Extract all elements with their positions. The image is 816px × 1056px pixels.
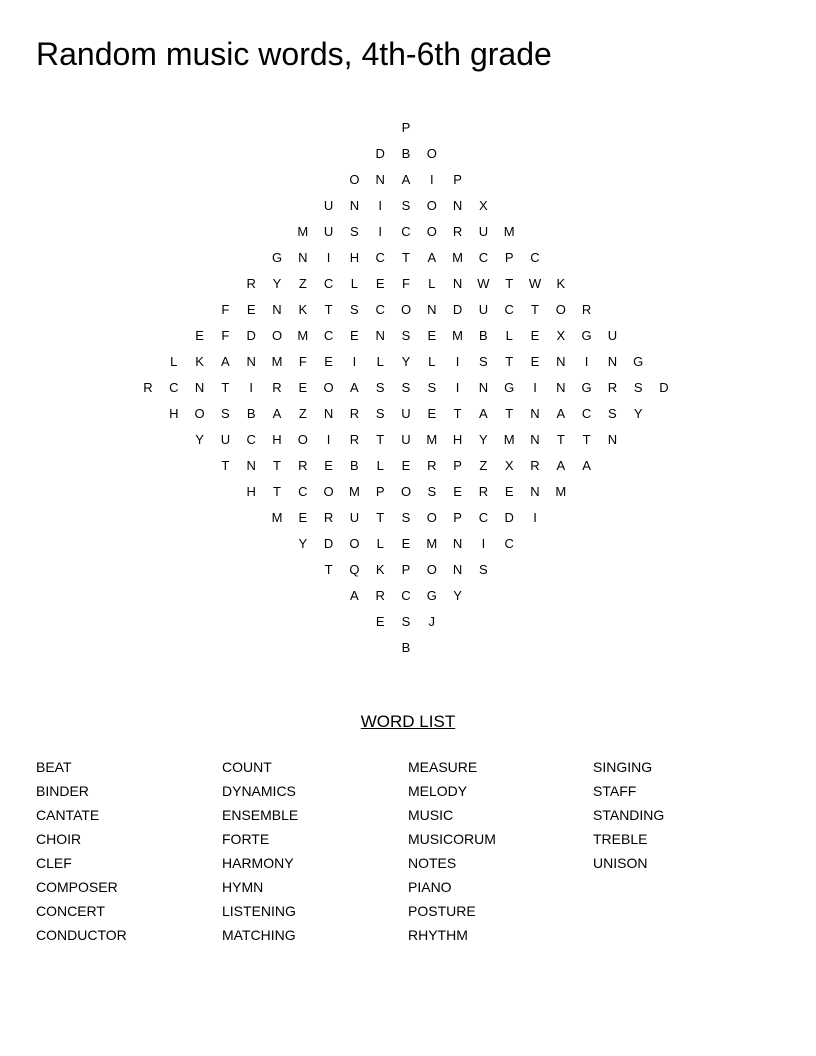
word-list-column xyxy=(222,758,298,950)
grid-letter: E xyxy=(427,328,437,343)
grid-letter: A xyxy=(556,458,566,473)
grid-letter: M xyxy=(426,432,438,447)
grid-letter: T xyxy=(582,432,591,447)
grid-letter: O xyxy=(426,510,437,525)
grid-letter: Y xyxy=(298,536,308,551)
grid-letter: C xyxy=(246,432,256,447)
grid-letter: O xyxy=(271,328,283,343)
grid-letter: N xyxy=(452,562,463,577)
grid-letter: I xyxy=(378,224,382,239)
grid-letter: S xyxy=(401,380,411,395)
word-list-item: TREBLE xyxy=(593,831,648,847)
grid-letter: C xyxy=(478,510,489,525)
grid-letter: G xyxy=(581,380,592,395)
grid-letter: Y xyxy=(401,354,411,369)
grid-letter: T xyxy=(376,432,385,447)
grid-letter: E xyxy=(324,354,333,369)
grid-letter: L xyxy=(170,354,178,369)
grid-letter: O xyxy=(323,484,334,499)
grid-letter: S xyxy=(633,380,643,395)
grid-letter: N xyxy=(427,302,437,317)
word-list-item: CLEF xyxy=(36,855,72,871)
grid-letter: L xyxy=(350,276,358,291)
grid-letter: N xyxy=(298,250,308,265)
grid-letter: E xyxy=(246,302,256,317)
grid-letter: I xyxy=(533,510,537,525)
grid-letter: M xyxy=(297,328,309,343)
grid-letter: S xyxy=(221,406,230,421)
grid-letter: E xyxy=(453,484,462,499)
grid-letter: F xyxy=(221,328,230,343)
grid-letter: T xyxy=(221,380,230,395)
grid-letter: O xyxy=(297,432,308,447)
grid-letter: N xyxy=(194,380,205,395)
grid-letter: M xyxy=(452,250,464,265)
grid-letter: E xyxy=(350,328,359,343)
grid-letter: U xyxy=(323,198,334,213)
grid-letter: S xyxy=(401,510,411,525)
grid-letter: Y xyxy=(195,432,204,447)
grid-letter: I xyxy=(352,354,357,369)
grid-letter: L xyxy=(376,536,384,551)
grid-letter: S xyxy=(401,614,411,629)
grid-letter: N xyxy=(452,276,463,291)
grid-letter: S xyxy=(350,224,359,239)
grid-letter: K xyxy=(195,354,204,369)
grid-letter: X xyxy=(556,328,566,343)
grid-letter: U xyxy=(401,432,411,447)
grid-letter: L xyxy=(428,354,436,369)
grid-letter: T xyxy=(505,354,514,369)
grid-letter: L xyxy=(376,458,384,473)
grid-letter: T xyxy=(556,432,565,447)
grid-letter: E xyxy=(298,380,308,395)
grid-letter: E xyxy=(530,354,540,369)
grid-letter: W xyxy=(528,276,542,291)
grid-letter: A xyxy=(221,354,230,369)
grid-letter: N xyxy=(246,458,256,473)
grid-letter: N xyxy=(530,432,540,447)
grid-letter: I xyxy=(249,380,253,395)
grid-letter: P xyxy=(453,458,462,473)
grid-letter: P xyxy=(453,172,462,187)
page-title: Random music words, 4th-6th grade xyxy=(36,36,552,72)
word-list-item: ENSEMBLE xyxy=(222,807,299,823)
grid-letter: I xyxy=(533,380,537,395)
word-list-item: CANTATE xyxy=(36,807,100,823)
grid-letter: B xyxy=(479,328,488,343)
grid-letter: C xyxy=(298,484,308,499)
grid-letter: H xyxy=(272,432,282,447)
grid-letter: O xyxy=(323,380,334,395)
grid-letter: O xyxy=(400,484,412,499)
word-list-item: STANDING xyxy=(593,807,665,823)
grid-letter: C xyxy=(401,588,411,603)
grid-letter: R xyxy=(427,458,437,473)
word-list-item: LISTENING xyxy=(222,903,296,919)
word-list-item: RHYTHM xyxy=(408,927,468,943)
grid-letter: Y xyxy=(453,588,462,603)
grid-letter: T xyxy=(273,458,281,473)
grid-letter: O xyxy=(194,406,205,421)
grid-letter: N xyxy=(375,172,385,187)
grid-letter: E xyxy=(298,510,308,525)
grid-letter: R xyxy=(375,588,385,603)
grid-letter: T xyxy=(376,510,385,525)
grid-letter: C xyxy=(504,536,514,551)
grid-letter: L xyxy=(376,354,384,369)
grid-letter: C xyxy=(323,328,334,343)
grid-letter: R xyxy=(272,380,282,395)
grid-letter: D xyxy=(246,328,256,343)
grid-letter: S xyxy=(375,380,385,395)
grid-letter: C xyxy=(504,302,514,317)
grid-letter: I xyxy=(429,172,434,187)
grid-letter: J xyxy=(428,614,436,629)
grid-letter: U xyxy=(478,224,489,239)
word-list-item: BINDER xyxy=(36,783,89,799)
grid-letter: N xyxy=(323,406,334,421)
word-list-item: CONDUCTOR xyxy=(36,927,127,943)
grid-letter: E xyxy=(195,328,204,343)
word-list-item: STAFF xyxy=(593,783,637,799)
grid-letter: I xyxy=(455,380,460,395)
grid-letter: F xyxy=(298,354,307,369)
word-list-item: COMPOSER xyxy=(36,879,118,895)
grid-letter: Z xyxy=(298,406,307,421)
grid-letter: G xyxy=(271,250,283,265)
grid-letter: M xyxy=(555,484,567,499)
word-list-item: MUSICORUM xyxy=(408,831,496,847)
word-list-item: BEAT xyxy=(36,759,72,775)
grid-letter: G xyxy=(581,328,592,343)
grid-letter: U xyxy=(323,224,334,239)
grid-letter: E xyxy=(324,458,333,473)
grid-letter: R xyxy=(530,458,540,473)
grid-letter: Z xyxy=(298,276,307,291)
grid-letter: I xyxy=(378,198,382,213)
word-list-item: CONCERT xyxy=(36,903,105,919)
grid-letter: U xyxy=(478,302,489,317)
word-list-item: MUSIC xyxy=(408,807,454,823)
grid-letter: H xyxy=(169,406,179,421)
word-list-item: HARMONY xyxy=(222,855,294,871)
grid-letter: Q xyxy=(349,562,360,577)
word-list-item: COUNT xyxy=(222,759,272,775)
grid-letter: M xyxy=(271,354,283,369)
grid-letter: E xyxy=(375,276,385,291)
grid-letter: S xyxy=(608,406,617,421)
grid-letter: M xyxy=(426,536,438,551)
grid-letter: N xyxy=(607,354,618,369)
grid-letter: D xyxy=(375,146,385,161)
grid-letter: N xyxy=(530,406,540,421)
grid-letter: A xyxy=(401,172,411,187)
grid-letter: I xyxy=(455,354,460,369)
grid-letter: U xyxy=(349,510,360,525)
grid-letter: B xyxy=(401,640,411,655)
grid-letter: L xyxy=(428,276,436,291)
grid-letter: I xyxy=(481,536,486,551)
grid-letter: M xyxy=(503,224,515,239)
grid-letter: R xyxy=(349,432,360,447)
word-list-item: CHOIR xyxy=(36,831,82,847)
grid-letter: G xyxy=(504,380,515,395)
grid-letter: H xyxy=(452,432,463,447)
grid-letter: P xyxy=(504,250,514,265)
grid-letter: H xyxy=(349,250,360,265)
grid-letter: R xyxy=(478,484,489,499)
grid-letter: D xyxy=(659,380,669,395)
grid-letter: E xyxy=(427,406,437,421)
grid-letter: E xyxy=(504,484,514,499)
grid-letter: I xyxy=(584,354,589,369)
grid-letter: M xyxy=(348,484,360,499)
grid-letter: C xyxy=(530,250,540,265)
grid-letter: T xyxy=(531,302,539,317)
grid-letter: H xyxy=(246,484,256,499)
grid-letter: K xyxy=(298,302,308,317)
grid-letter: N xyxy=(452,198,463,213)
word-list-item: SINGING xyxy=(593,759,653,775)
grid-letter: B xyxy=(350,458,359,473)
grid-letter: N xyxy=(478,380,489,395)
grid-letter: O xyxy=(426,562,437,577)
grid-letter: R xyxy=(143,380,153,395)
grid-letter: A xyxy=(350,588,359,603)
grid-letter: S xyxy=(375,406,385,421)
grid-letter: D xyxy=(504,510,514,525)
grid-letter: S xyxy=(479,354,488,369)
grid-letter: R xyxy=(323,510,334,525)
grid-letter: I xyxy=(326,432,331,447)
word-list-item: UNISON xyxy=(593,855,648,871)
grid-letter: T xyxy=(402,250,410,265)
grid-letter: X xyxy=(504,458,514,473)
grid-letter: E xyxy=(401,458,411,473)
grid-letter: A xyxy=(350,380,359,395)
grid-letter: I xyxy=(326,250,331,265)
grid-letter: C xyxy=(169,380,179,395)
grid-letter: O xyxy=(426,198,437,213)
grid-letter: E xyxy=(375,614,385,629)
grid-letter: T xyxy=(505,276,514,291)
grid-letter: N xyxy=(607,432,618,447)
grid-letter: W xyxy=(477,276,490,291)
grid-letter: R xyxy=(607,380,618,395)
grid-letter: P xyxy=(375,484,385,499)
grid-letter: S xyxy=(479,562,488,577)
grid-letter: M xyxy=(271,510,283,525)
grid-letter: A xyxy=(582,458,591,473)
grid-letter: U xyxy=(607,328,618,343)
grid-letter: R xyxy=(452,224,463,239)
grid-letter: D xyxy=(452,302,463,317)
grid-letter: E xyxy=(401,536,411,551)
grid-letter: O xyxy=(349,536,360,551)
grid-letter: R xyxy=(349,406,360,421)
grid-letter: M xyxy=(452,328,464,343)
grid-letter: C xyxy=(581,406,592,421)
grid-letter: L xyxy=(505,328,513,343)
word-list-column xyxy=(408,758,496,950)
grid-letter: Z xyxy=(479,458,488,473)
word-list-column xyxy=(36,758,127,950)
grid-letter: F xyxy=(221,302,230,317)
grid-letter: A xyxy=(556,406,566,421)
grid-letter: U xyxy=(220,432,231,447)
grid-letter: S xyxy=(401,198,411,213)
grid-letter: X xyxy=(479,198,488,213)
grid-letter: S xyxy=(427,380,437,395)
word-list-item: MELODY xyxy=(408,783,468,799)
grid-letter: A xyxy=(272,406,282,421)
grid-letter: O xyxy=(400,302,412,317)
grid-letter: N xyxy=(272,302,282,317)
word-list-item: DYNAMICS xyxy=(222,783,296,799)
grid-letter: R xyxy=(581,302,592,317)
grid-letter: O xyxy=(349,172,360,187)
grid-letter: T xyxy=(505,406,514,421)
grid-letter: S xyxy=(401,328,411,343)
grid-letter: G xyxy=(633,354,644,369)
word-list-item: PIANO xyxy=(408,879,452,895)
grid-letter: T xyxy=(221,458,230,473)
grid-letter: U xyxy=(401,406,411,421)
grid-letter: N xyxy=(556,380,566,395)
grid-letter: N xyxy=(349,198,360,213)
grid-letter: Y xyxy=(633,406,643,421)
word-list-item: MATCHING xyxy=(222,927,296,943)
grid-letter: O xyxy=(426,224,437,239)
word-list-item: MEASURE xyxy=(408,759,478,775)
word-list-item: POSTURE xyxy=(408,903,476,919)
grid-letter: D xyxy=(323,536,334,551)
grid-letter: A xyxy=(479,406,488,421)
grid-letter: P xyxy=(401,120,411,135)
grid-letter: N xyxy=(375,328,385,343)
grid-letter: N xyxy=(530,484,540,499)
word-list-item: HYMN xyxy=(222,879,264,895)
grid-letter: Y xyxy=(479,432,488,447)
grid-letter: S xyxy=(427,484,437,499)
grid-letter: Y xyxy=(272,276,282,291)
word-list-item: FORTE xyxy=(222,831,270,847)
grid-letter: K xyxy=(375,562,385,577)
grid-letter: A xyxy=(427,250,437,265)
grid-letter: C xyxy=(375,302,385,317)
grid-letter: M xyxy=(297,224,309,239)
grid-letter: B xyxy=(401,146,411,161)
grid-letter: R xyxy=(246,276,256,291)
grid-letter: C xyxy=(401,224,411,239)
grid-letter: G xyxy=(426,588,437,603)
word-list-column xyxy=(593,758,664,878)
grid-letter: F xyxy=(402,276,410,291)
grid-letter: E xyxy=(530,328,540,343)
word-list-item: NOTES xyxy=(408,855,457,871)
grid-letter: T xyxy=(273,484,281,499)
grid-letter: C xyxy=(375,250,385,265)
grid-letter: T xyxy=(324,562,333,577)
grid-letter: N xyxy=(452,536,463,551)
grid-letter: P xyxy=(453,510,462,525)
grid-letter: B xyxy=(246,406,256,421)
grid-letter: N xyxy=(246,354,256,369)
grid-letter: K xyxy=(556,276,566,291)
grid-letter: N xyxy=(556,354,566,369)
grid-letter: R xyxy=(298,458,308,473)
grid-letter: C xyxy=(323,276,334,291)
grid-letter: T xyxy=(324,302,333,317)
grid-letter: T xyxy=(453,406,462,421)
grid-letter: P xyxy=(401,562,411,577)
grid-letter: M xyxy=(503,432,515,447)
grid-letter: O xyxy=(426,146,437,161)
grid-letter: S xyxy=(350,302,359,317)
grid-letter: C xyxy=(478,250,489,265)
grid-letter: O xyxy=(555,302,566,317)
word-list-heading: WORD LIST xyxy=(360,712,456,731)
